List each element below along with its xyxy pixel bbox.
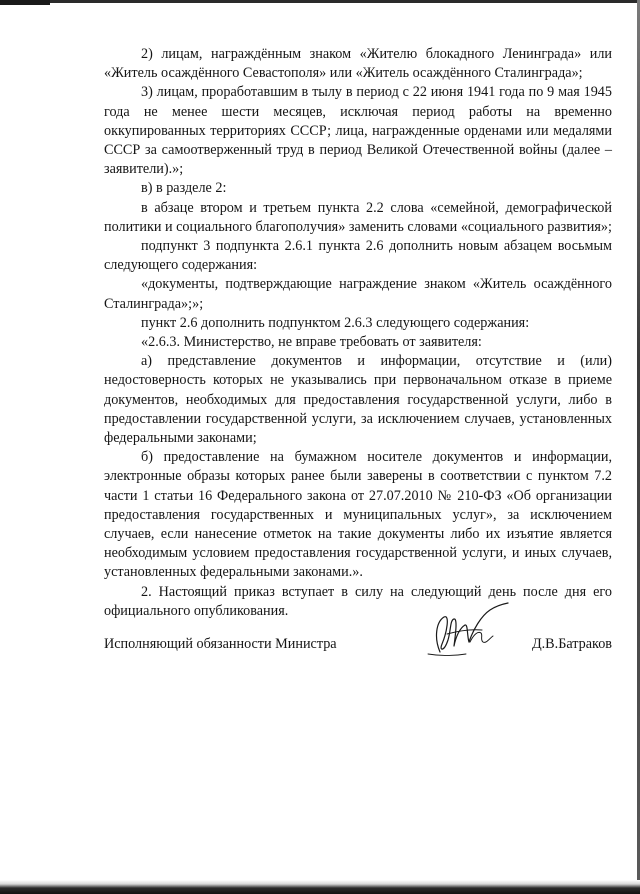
paragraph-clause-2-6-1: подпункт 3 подпункта 2.6.1 пункта 2.6 дополнить новым абзацем восьмым следующего содержания: [104,238,612,274]
signature-block [104,635,612,659]
scan-edge-bottom [0,880,640,894]
scan-mark [0,0,50,5]
paragraph-clause-2-6-3: «2.6.3. Министерство, не вправе требовать от заявителя: [141,334,482,351]
document-body [104,45,612,621]
paragraph-section-2-heading: в) в разделе 2: [141,180,227,197]
paragraph-clause-2-2: в абзаце втором и третьем пункта 2.2 слова «семейной, демографической политики и социального благополучия» заменить словами «социального развития»; [104,199,612,235]
paragraph-subitem-a: а) представление документов и информации, отсутствие и (или) недостоверность которых не указывались при первоначальном отказе в приеме документов, необходимых для предоставления государственной услуги, либо в предоставлении государственной услуги, за исключением случаев, установленных федеральными законами; [104,353,612,447]
paragraph-subitem-b: б) предоставление на бумажном носителе документов и информации, электронные образы которых ранее были заверены в соответствии с пунктом 7.2 части 1 статьи 16 Федерального закона от 27.07.2010 № 210-ФЗ «Об организации предоставления государственных и муниципальных услуг», за исключением случаев, если нанесение отметок на такие документы либо их изъятие является необходимым условием предоставления государственной услуги, и иных случаев, установленных федеральными законами.». [104,449,612,581]
paragraph-stalingrad-documents: «документы, подтверждающие награждение знаком «Житель осаждённого Сталинграда»;»; [104,276,612,312]
paragraph-effective-date: 2. Настоящий приказ вступает в силу на следующий день после дня его официального опубликования. [104,583,612,619]
signatory-position: Исполняющий обязанности Министра [104,636,337,652]
scan-edge-top [0,0,640,3]
paragraph-item-2: 2) лицам, награждённым знаком «Жителю блокадного Ленинграда» или «Житель осаждённого Севастополя» или «Житель осаждённого Сталинграда»; [104,46,612,82]
signatory-name: Д.В.Батраков [531,636,612,652]
handwritten-signature [420,598,520,660]
paragraph-item-3: 3) лицам, проработавшим в тылу в период с 22 июня 1941 года по 9 мая 1945 года не менее шести месяцев, исключая период работы на временно оккупированных территориях СССР; лица, награжденные орденами или медалями СССР за самоотверженный труд в период Великой Отечественной войны (далее – заявители).»; [104,84,612,178]
paragraph-clause-2-6-3-intro: пункт 2.6 дополнить подпунктом 2.6.3 следующего содержания: [141,314,530,331]
